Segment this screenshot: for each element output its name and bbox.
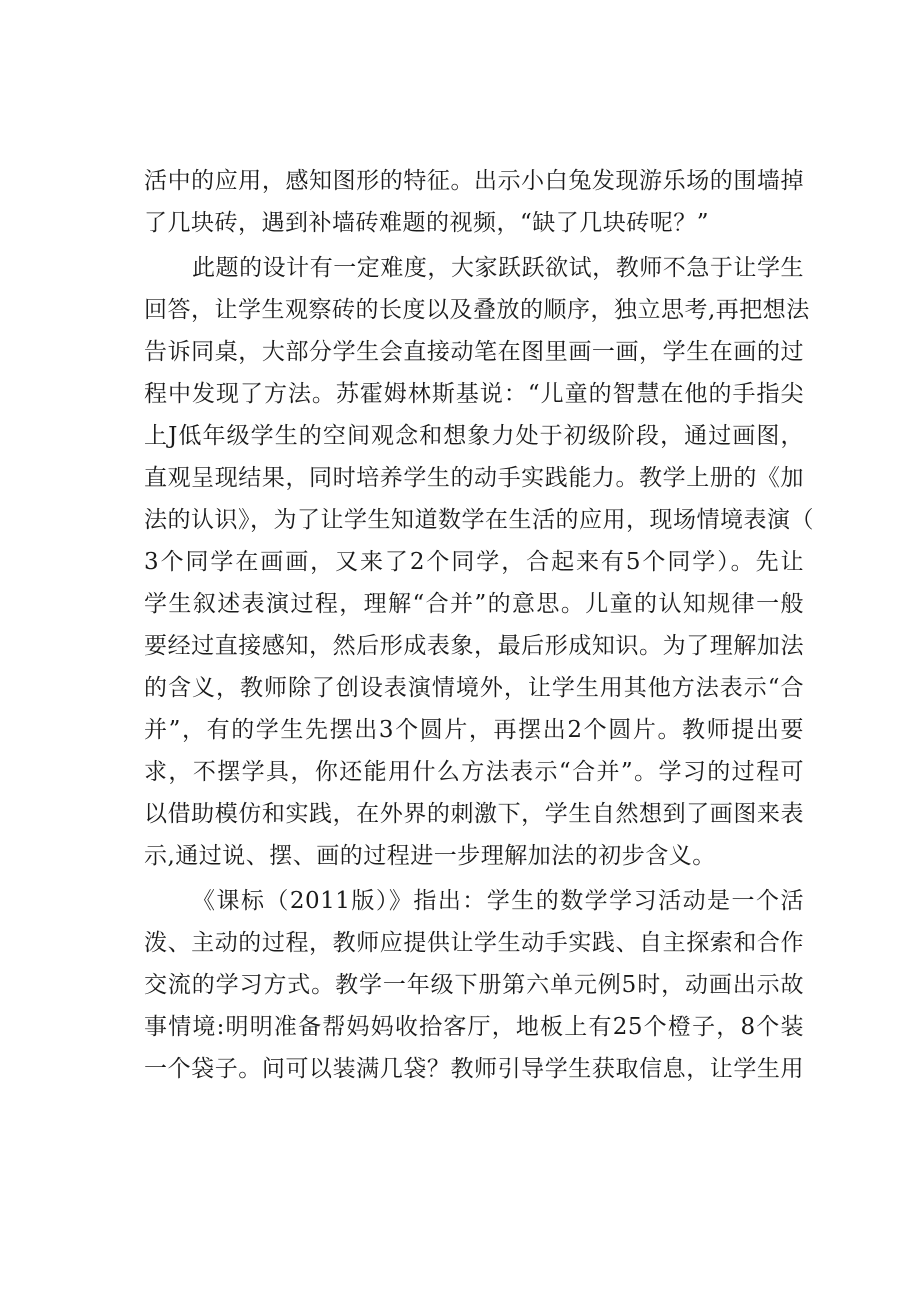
- text-line: 法的认识》，为了让学生知道数学在生活的应用，现场情境表演（: [144, 507, 814, 533]
- text-line: 求，不摆学具，你还能用什么方法表示“合并”。学习的过程可: [144, 759, 804, 785]
- text-line: 一个袋子。问可以装满几袋？教师引导学生获取信息，让学生用: [144, 1056, 804, 1082]
- paragraph-2: [144, 247, 814, 877]
- paragraph-3: [144, 880, 804, 1090]
- text-line: 回答，让学生观察砖的长度以及叠放的顺序，独立思考,再把想法: [144, 297, 810, 323]
- text-line: 学生叙述表演过程，理解“合并”的意思。儿童的认知规律一般: [144, 591, 804, 617]
- text-line: 了几块砖，遇到补墙砖难题的视频，“缺了几块砖呢？”: [144, 210, 710, 236]
- text-line: 泼、主动的过程，教师应提供让学生动手实践、自主探索和合作: [144, 930, 804, 956]
- text-line: 程中发现了方法。苏霍姆林斯基说：“儿童的智慧在他的手指尖: [144, 381, 804, 407]
- text-line: 此题的设计有一定难度，大家跃跃欲试，教师不急于让学生: [192, 255, 804, 281]
- document-page: [144, 160, 814, 1093]
- text-line: 活中的应用，感知图形的特征。出示小白兔发现游乐场的围墙掉: [144, 168, 804, 194]
- text-line: 事情境:明明准备帮妈妈收拾客厅，地板上有25个橙子，8个装: [144, 1014, 804, 1040]
- paragraph-1: [144, 160, 804, 244]
- text-line: 的含义，教师除了创设表演情境外，让学生用其他方法表示“合: [144, 675, 804, 701]
- text-line: 以借助模仿和实践，在外界的刺激下，学生自然想到了画图来表: [144, 801, 804, 827]
- text-line: 3个同学在画画，又来了2个同学，合起来有5个同学）。先让: [144, 549, 804, 575]
- text-line: 要经过直接感知，然后形成表象，最后形成知识。为了理解加法: [144, 633, 804, 659]
- text-line: 示,通过说、摆、画的过程进一步理解加法的初步含义。: [144, 843, 716, 869]
- text-line: 交流的学习方式。教学一年级下册第六单元例5时，动画出示故: [144, 972, 804, 998]
- text-line: 《课标（2011版）》指出：学生的数学学习活动是一个活: [192, 888, 804, 914]
- text-line: 告诉同桌，大部分学生会直接动笔在图里画一画，学生在画的过: [144, 339, 804, 365]
- text-line: 上J低年级学生的空间观念和想象力处于初级阶段，通过画图，: [144, 423, 804, 449]
- text-line: 直观呈现结果，同时培养学生的动手实践能力。教学上册的《加: [144, 465, 804, 491]
- text-line: 并”，有的学生先摆出3个圆片，再摆出2个圆片。教师提出要: [144, 717, 804, 743]
